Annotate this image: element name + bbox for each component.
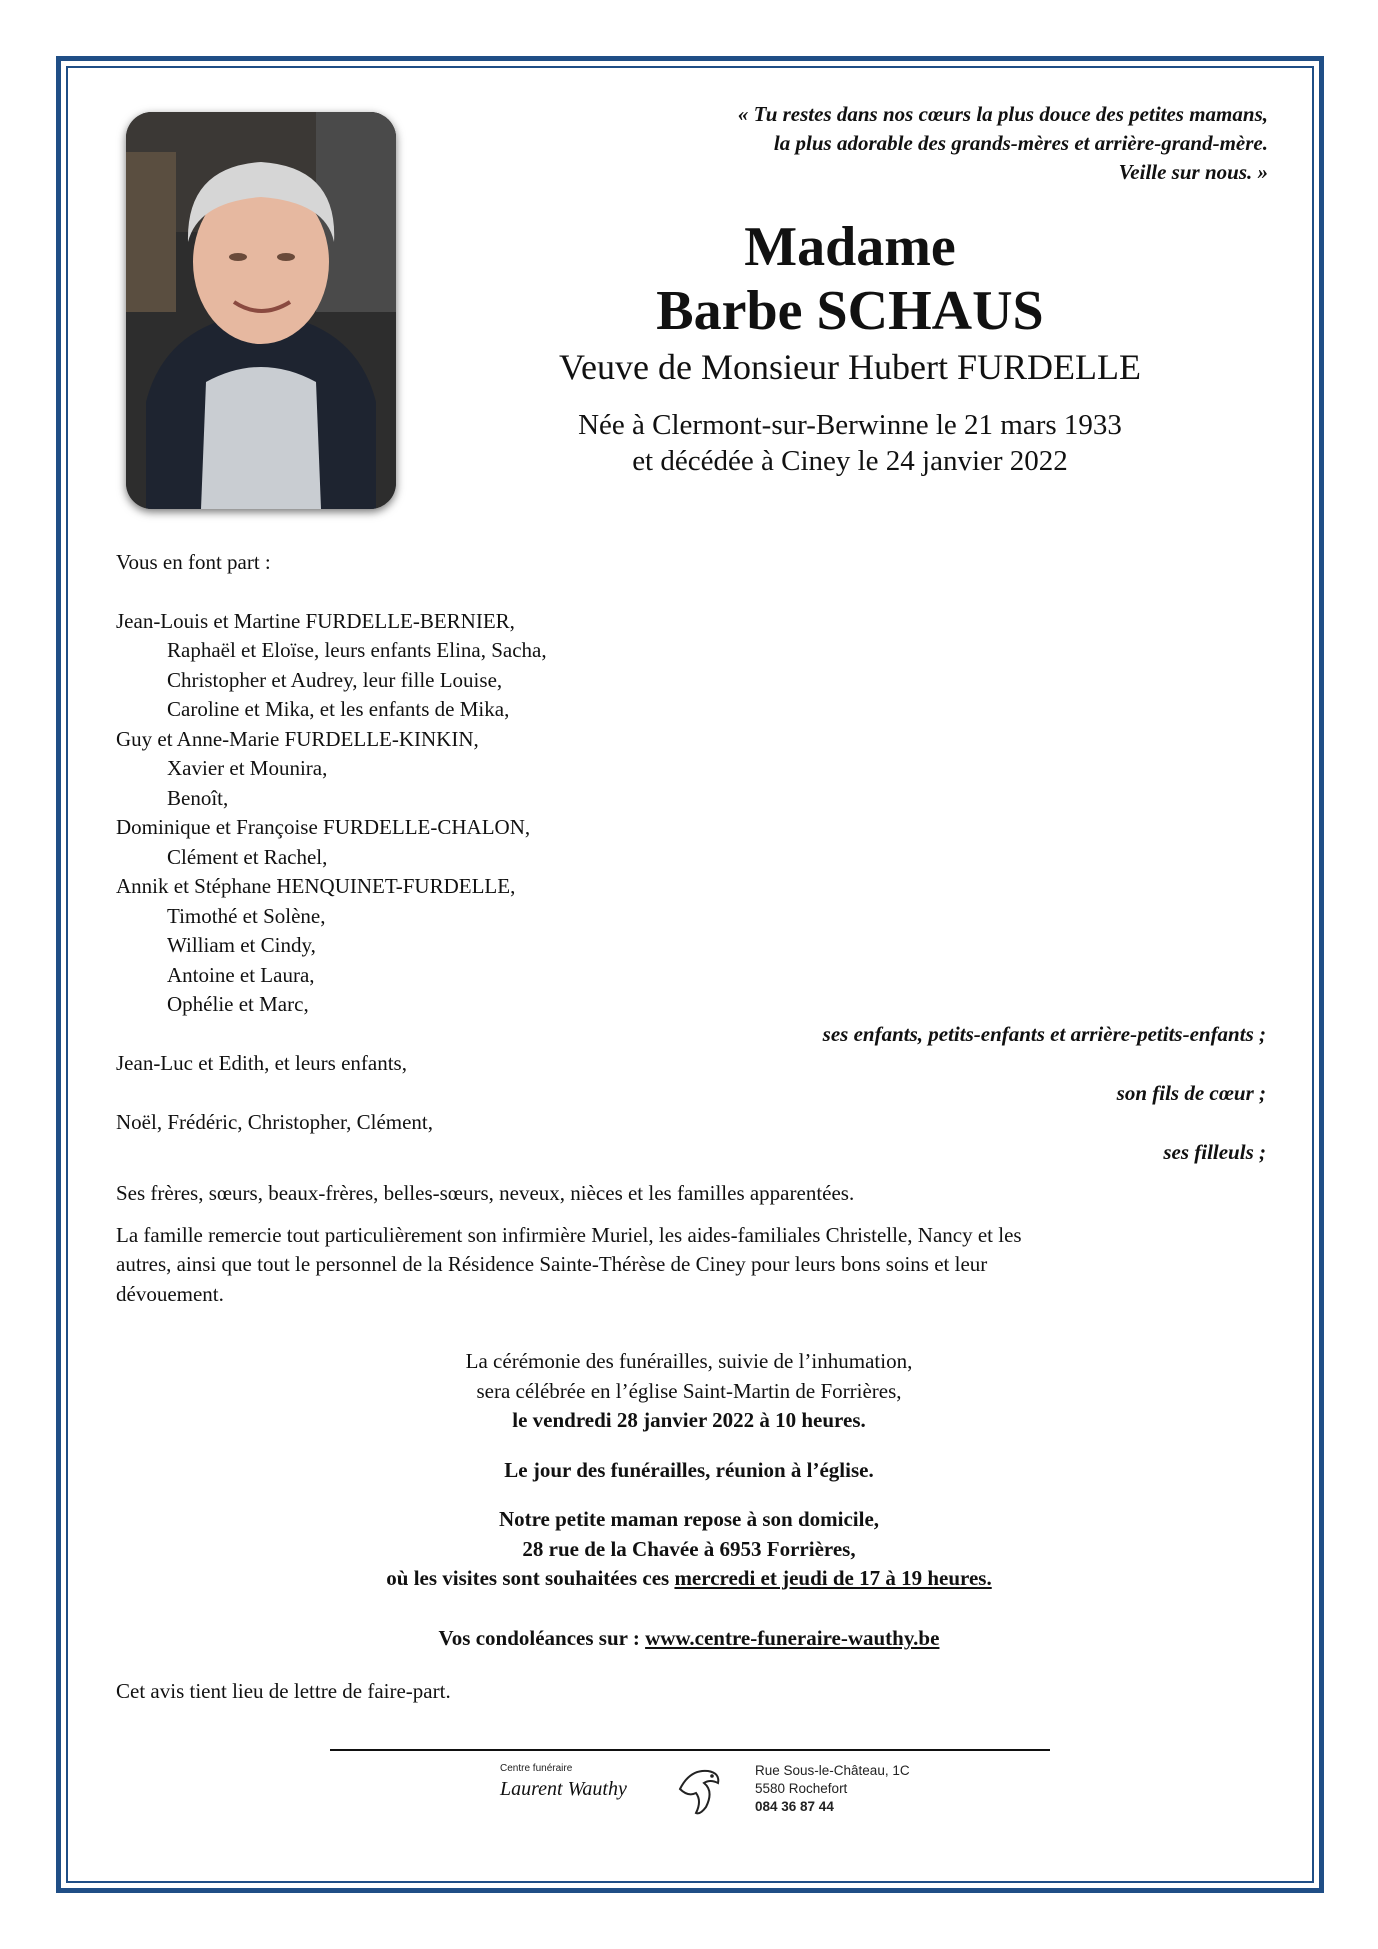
family-member: Caroline et Mika, et les enfants de Mika, — [167, 697, 510, 721]
deceased-name: Barbe SCHAUS — [656, 280, 1044, 342]
phone-number: 084 36 87 44 — [755, 1799, 834, 1814]
family-member: Xavier et Mounira, — [167, 756, 328, 780]
family-member: Ophélie et Marc, — [167, 992, 309, 1016]
family-member: Antoine et Laura, — [167, 962, 315, 987]
godchildren: Noël, Frédéric, Christopher, Clément, — [116, 1110, 433, 1134]
quote-line: la plus adorable des grands-mères et arrière-grand-mère. — [773, 131, 1268, 155]
rest-line: 28 rue de la Chavée à 6953 Forrières, — [522, 1536, 856, 1561]
funeral-home-footer — [490, 1757, 950, 1817]
address-line: 5580 Rochefort — [755, 1781, 848, 1796]
family-member: William et Cindy, — [167, 933, 316, 957]
rest-line: Notre petite maman repose à son domicile, — [498, 1507, 880, 1531]
resting-place — [200, 1505, 1178, 1594]
address-line: Rue Sous-le-Château, 1C — [755, 1763, 910, 1778]
condolences — [200, 1624, 1178, 1654]
visiting-times: mercredi et jeudi de 17 à 19 heures. — [674, 1566, 992, 1590]
portrait-illustration — [126, 112, 396, 509]
dove-logo-icon — [670, 1761, 730, 1817]
quote-line: Veille sur nous. » — [1118, 160, 1268, 184]
ceremony-date: le vendredi 28 janvier 2022 à 10 heures. — [512, 1408, 866, 1432]
family-role: ses enfants, petits-enfants et arrière-petits-enfants ; — [822, 1021, 1266, 1046]
ceremony-info — [200, 1347, 1178, 1653]
announcement-body — [116, 548, 1266, 1309]
portrait-photo — [126, 112, 396, 509]
family-member: Clément et Rachel, — [167, 844, 328, 869]
family-member: Dominique et Françoise FURDELLE-CHALON, — [116, 815, 531, 839]
heart-son: Jean-Luc et Edith, et leurs enfants, — [116, 1051, 407, 1075]
thanks-line: autres, ainsi que tout le personnel de la Résidence Sainte-Thérèse de Ciney pour leurs bons soins et leur — [116, 1252, 988, 1276]
thanks-line: dévouement. — [116, 1281, 224, 1306]
quote-line: « Tu restes dans nos cœurs la plus douce des petites mamans, — [737, 102, 1268, 126]
funeral-home-label: Centre funéraire — [500, 1763, 573, 1774]
closing-note: Cet avis tient lieu de lettre de faire-part. — [116, 1679, 451, 1703]
thanks-paragraph — [116, 1221, 1266, 1310]
condolences-link[interactable]: www.centre-funeraire-wauthy.be — [645, 1625, 940, 1650]
family-member: Jean-Louis et Martine FURDELLE-BERNIER, — [116, 608, 515, 633]
family-member: Timothé et Solène, — [167, 903, 326, 928]
family-member: Raphaël et Eloïse, leurs enfants Elina, Sacha, — [167, 638, 547, 662]
thanks-line: La famille remercie tout particulièrement son infirmière Muriel, les aides-familiales Christelle, Nancy et les — [116, 1222, 1022, 1247]
family-member: Benoît, — [167, 785, 229, 810]
footer-divider — [330, 1749, 1050, 1751]
family-list — [116, 607, 1266, 1020]
funeral-home-brand: Laurent Wauthy — [500, 1778, 627, 1800]
relatives: Ses frères, sœurs, beaux-frères, belles-sœurs, neveux, nièces et les familles apparentées. — [116, 1181, 855, 1205]
visiting-prefix: où les visites sont souhaitées ces — [386, 1566, 675, 1590]
honorific: Madame — [744, 216, 956, 278]
death-info: et décédée à Ciney le 24 janvier 2022 — [632, 445, 1068, 477]
heart-son-role: son fils de cœur ; — [1116, 1080, 1266, 1105]
deceased-header — [440, 215, 1260, 479]
gathering-info: Le jour des funérailles, réunion à l’église. — [504, 1457, 874, 1482]
funeral-home-address — [755, 1762, 910, 1816]
ceremony-line: sera célébrée en l’église Saint-Martin de Forrières, — [476, 1378, 902, 1403]
family-member: Christopher et Audrey, leur fille Louise, — [167, 667, 503, 692]
visiting-hours — [200, 1564, 1178, 1594]
ceremony-line: La cérémonie des funérailles, suivie de l’inhumation, — [465, 1349, 913, 1373]
widow-of: Veuve de Monsieur Hubert FURDELLE — [559, 347, 1141, 387]
condolences-label: Vos condoléances sur : — [438, 1625, 646, 1650]
family-member: Annik et Stéphane HENQUINET-FURDELLE, — [116, 874, 516, 898]
birth-info: Née à Clermont-sur-Berwinne le 21 mars 1933 — [578, 409, 1122, 441]
godchildren-role: ses filleuls ; — [1163, 1139, 1266, 1164]
memorial-quote — [368, 100, 1268, 187]
family-member: Guy et Anne-Marie FURDELLE-KINKIN, — [116, 726, 479, 751]
intro: Vous en font part : — [116, 550, 271, 574]
